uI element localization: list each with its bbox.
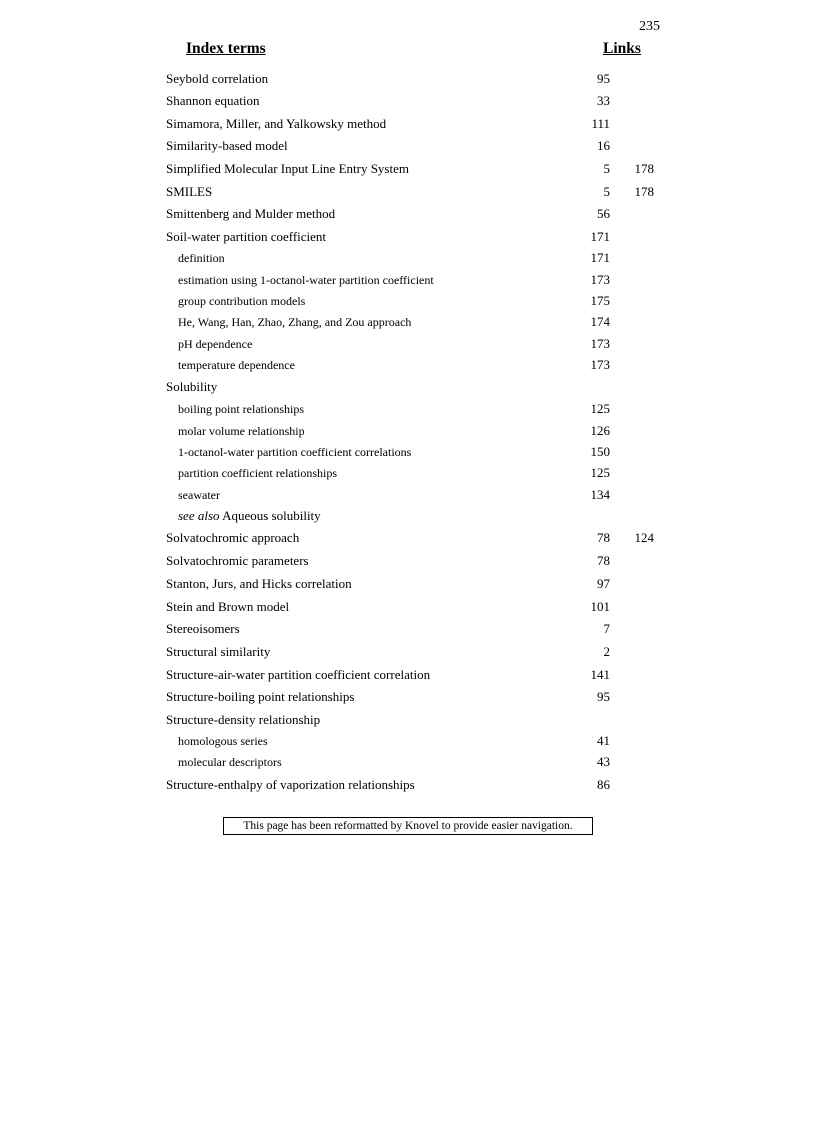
index-terms-header: Index terms: [186, 40, 266, 57]
entry-link[interactable]: 141: [590, 667, 610, 682]
entry-term: temperature dependence: [178, 358, 295, 372]
entry-term: Structure-air-water partition coefficient correlation: [166, 667, 431, 682]
entry-term: Solubility: [166, 379, 218, 394]
index-entry: [0, 597, 816, 617]
index-subentry: [0, 334, 816, 354]
entry-link[interactable]: 171: [590, 250, 610, 265]
entry-link[interactable]: 43: [597, 754, 610, 769]
entry-term: Stein and Brown model: [166, 599, 290, 614]
entry-term: Similarity-based model: [166, 138, 288, 153]
index-entry: [0, 642, 816, 662]
index-entry: [0, 665, 816, 685]
entry-link[interactable]: 111: [591, 116, 610, 131]
entry-link[interactable]: 134: [590, 487, 610, 502]
index-subentry: [0, 421, 816, 441]
entry-link[interactable]: 125: [590, 401, 610, 416]
index-entry: [0, 528, 816, 548]
entry-link[interactable]: 173: [590, 272, 610, 287]
index-entry: [0, 619, 816, 639]
entry-link[interactable]: 33: [597, 93, 610, 108]
index-subentry: [0, 270, 816, 290]
index-entry: [0, 551, 816, 571]
entry-link[interactable]: 78: [597, 553, 610, 568]
entry-link[interactable]: 41: [597, 733, 610, 748]
entry-term: Solvatochromic approach: [166, 530, 300, 545]
index-subentry: [0, 463, 816, 483]
entry-term: Simplified Molecular Input Line Entry System: [166, 161, 409, 176]
entry-link[interactable]: 101: [590, 599, 610, 614]
entry-term: molar volume relationship: [178, 424, 305, 438]
entry-term: Shannon equation: [166, 93, 260, 108]
entry-link[interactable]: 97: [597, 576, 610, 591]
entry-term: partition coefficient relationships: [178, 466, 338, 480]
entry-term: Simamora, Miller, and Yalkowsky method: [166, 116, 387, 131]
entry-link[interactable]: 175: [590, 293, 610, 308]
entry-term: molecular descriptors: [178, 755, 282, 769]
index-subentry: [0, 731, 816, 751]
entry-link[interactable]: 178: [634, 184, 654, 199]
entry-term: He, Wang, Han, Zhao, Zhang, and Zou approach: [178, 315, 412, 329]
entry-term: Stereoisomers: [166, 621, 240, 636]
links-header: Links: [603, 40, 641, 57]
entry-term: pH dependence: [178, 337, 253, 351]
entry-link[interactable]: 7: [603, 621, 610, 636]
entry-link[interactable]: 178: [634, 161, 654, 176]
page-number: 235: [639, 19, 660, 34]
see-also-prefix: see also: [178, 508, 220, 523]
entry-term: seawater: [178, 488, 220, 502]
index-entry: [0, 136, 816, 156]
entry-link[interactable]: 16: [597, 138, 610, 153]
index-entry: [0, 377, 816, 397]
entry-term: group contribution models: [178, 294, 306, 308]
index-subentry: [0, 752, 816, 772]
entry-term: Seybold correlation: [166, 71, 269, 86]
index-subentry: [0, 312, 816, 332]
index-entry: [0, 775, 816, 795]
entry-term: homologous series: [178, 734, 268, 748]
index-subentry: [0, 291, 816, 311]
index-entry: [0, 69, 816, 89]
entry-link[interactable]: 95: [597, 689, 610, 704]
entry-link[interactable]: 86: [597, 777, 610, 792]
index-entry: [0, 159, 816, 179]
entry-link[interactable]: 173: [590, 357, 610, 372]
entry-term: Structure-enthalpy of vaporization relationships: [166, 777, 415, 792]
index-entry: [0, 574, 816, 594]
entry-term: estimation using 1-octanol-water partition coefficient: [178, 273, 434, 287]
entry-term: Smittenberg and Mulder method: [166, 206, 336, 221]
entry-link[interactable]: 126: [590, 423, 610, 438]
index-entry: [0, 204, 816, 224]
entry-term: boiling point relationships: [178, 402, 304, 416]
index-entry: [0, 182, 816, 202]
entry-term: SMILES: [166, 184, 213, 199]
entry-link[interactable]: 124: [634, 530, 654, 545]
entry-term: Soil-water partition coefficient: [166, 229, 327, 244]
index-entry: [0, 91, 816, 111]
index-subentry: [0, 506, 816, 526]
entry-link[interactable]: 5: [603, 184, 610, 199]
entry-term: Stanton, Jurs, and Hicks correlation: [166, 576, 352, 591]
knovel-footer-note: This page has been reformatted by Knovel to provide easier navigation.: [223, 817, 593, 835]
entry-link[interactable]: 125: [590, 465, 610, 480]
entry-term: Structure-density relationship: [166, 712, 321, 727]
entry-link[interactable]: 56: [597, 206, 610, 221]
entry-link[interactable]: 150: [590, 444, 610, 459]
entry-term: Structural similarity: [166, 644, 271, 659]
entry-term: [178, 506, 321, 526]
entry-link[interactable]: 171: [590, 229, 610, 244]
entry-link[interactable]: 95: [597, 71, 610, 86]
entry-term: definition: [178, 251, 225, 265]
entry-link[interactable]: 173: [590, 336, 610, 351]
index-subentry: [0, 248, 816, 268]
index-subentry: [0, 442, 816, 462]
entry-term: 1-octanol-water partition coefficient correlations: [178, 445, 412, 459]
entry-link[interactable]: 5: [603, 161, 610, 176]
entry-link[interactable]: 2: [603, 644, 610, 659]
entry-link[interactable]: 78: [597, 530, 610, 545]
entry-link[interactable]: 174: [590, 314, 610, 329]
index-entry: [0, 114, 816, 134]
index-entry: [0, 227, 816, 247]
index-entry: [0, 687, 816, 707]
entry-term: Solvatochromic parameters: [166, 553, 309, 568]
index-subentry: [0, 485, 816, 505]
see-also-target[interactable]: Aqueous solubility: [222, 508, 321, 523]
index-entry: [0, 710, 816, 730]
index-subentry: [0, 399, 816, 419]
entry-term: Structure-boiling point relationships: [166, 689, 355, 704]
index-subentry: [0, 355, 816, 375]
